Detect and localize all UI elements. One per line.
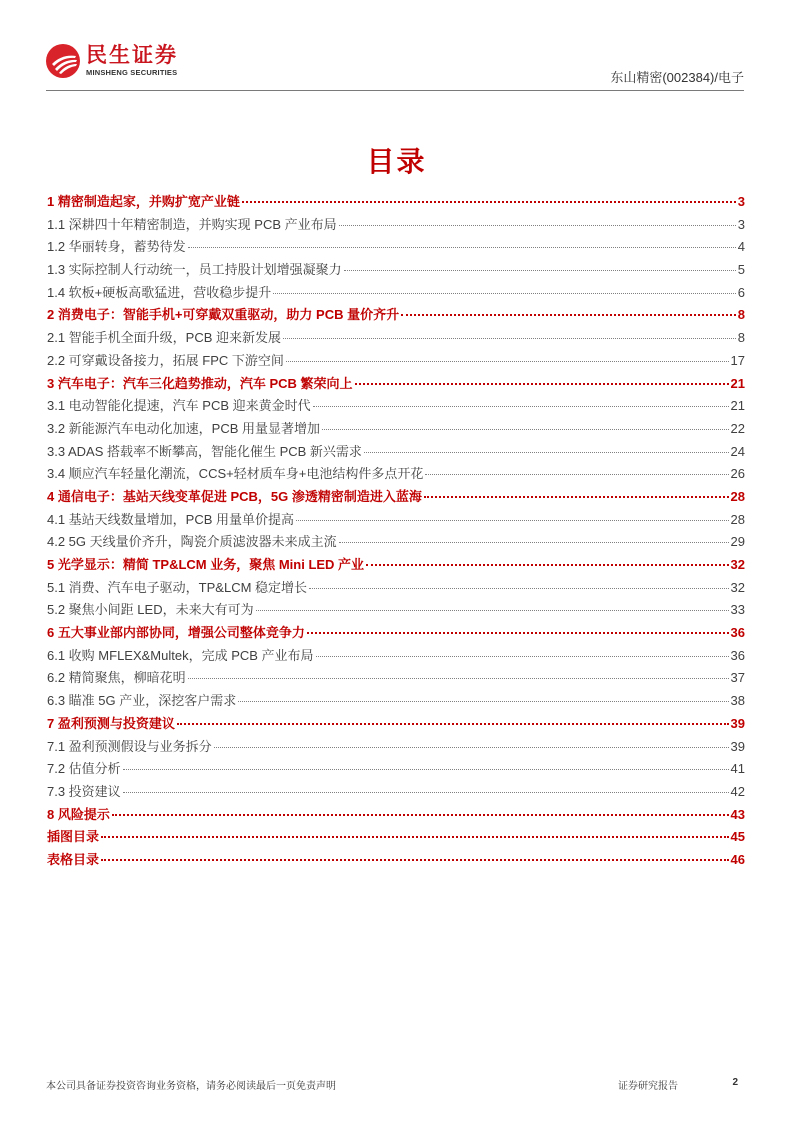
toc-entry[interactable] xyxy=(47,441,745,464)
toc-entry-page: 5 xyxy=(737,262,745,278)
dot-leader xyxy=(339,225,736,226)
toc-entry[interactable] xyxy=(47,304,745,327)
dot-leader xyxy=(296,520,729,521)
toc-entry-page: 21 xyxy=(730,398,745,414)
dot-leader xyxy=(366,564,728,566)
toc-entry-label: 1.2 华丽转身，蓄势待发 xyxy=(47,239,186,255)
toc-entry[interactable] xyxy=(47,804,745,827)
report-subject: 东山精密(002384)/电子 xyxy=(610,70,744,85)
toc-entry-label: 6.3 瞄准 5G 产业，深挖客户需求 xyxy=(47,693,237,709)
toc-entry-label: 3.2 新能源汽车电动化加速，PCB 用量显著增加 xyxy=(47,420,321,436)
dot-leader xyxy=(309,588,729,589)
toc-entry-label: 1.4 软板+硬板高歌猛进，营收稳步提升 xyxy=(47,284,272,300)
toc-entry-label: 7.2 估值分析 xyxy=(47,761,121,777)
page-header xyxy=(0,0,793,95)
toc-entry-label: 7.3 投资建议 xyxy=(47,783,121,799)
toc-entry-page: 37 xyxy=(730,670,745,686)
toc-entry[interactable] xyxy=(47,509,745,532)
toc-entry-page: 39 xyxy=(730,715,745,731)
toc-entry[interactable] xyxy=(47,599,745,622)
dot-leader xyxy=(322,429,729,430)
toc-entry-page: 43 xyxy=(730,806,745,822)
toc-entry[interactable] xyxy=(47,259,745,282)
toc-entry[interactable] xyxy=(47,690,745,713)
toc-entry-label: 3.3 ADAS 搭载率不断攀高，智能化催生 PCB 新兴需求 xyxy=(47,443,362,459)
toc-entry-label: 3.1 电动智能化提速，汽车 PCB 迎来黄金时代 xyxy=(47,398,311,414)
dot-leader xyxy=(286,361,729,362)
dot-leader xyxy=(283,338,736,339)
dot-leader xyxy=(313,406,729,407)
toc-entry-label: 1.3 实际控制人行动统一，员工持股计划增强凝聚力 xyxy=(47,262,342,278)
page-title: 目录 xyxy=(366,146,427,177)
company-logo xyxy=(46,44,178,78)
logo-name-cn: 民生证券 xyxy=(86,43,178,67)
toc-entry-label: 5 光学显示：精简 TP&LCM 业务，聚焦 Mini LED 产业 xyxy=(47,557,365,572)
page-number: 2 xyxy=(732,1077,738,1088)
toc-entry-page: 29 xyxy=(730,534,745,550)
toc-entry[interactable] xyxy=(47,713,745,736)
toc-entry-page: 45 xyxy=(730,829,745,845)
dot-leader xyxy=(401,314,736,316)
toc-entry-label: 插图目录 xyxy=(47,829,100,845)
toc-entry-page: 38 xyxy=(730,693,745,709)
dot-leader xyxy=(101,859,729,861)
toc-entry-page: 22 xyxy=(730,420,745,436)
toc-entry-page: 8 xyxy=(737,330,745,346)
dot-leader xyxy=(256,610,729,611)
toc-entry-page: 46 xyxy=(730,851,745,867)
toc-entry-label: 1 精密制造起家，并购扩宽产业链 xyxy=(47,194,240,209)
toc-entry-page: 28 xyxy=(730,511,745,527)
toc-entry-page: 3 xyxy=(737,194,745,209)
toc-entry[interactable] xyxy=(47,645,745,668)
toc-entry[interactable] xyxy=(47,667,745,690)
toc-entry[interactable] xyxy=(47,577,745,600)
toc-entry[interactable] xyxy=(47,736,745,759)
toc-entry[interactable] xyxy=(47,373,745,396)
toc-entry-label: 4.1 基站天线数量增加，PCB 用量单价提高 xyxy=(47,511,295,527)
minsheng-logo-icon xyxy=(46,44,80,78)
toc-entry-label: 2.1 智能手机全面升级，PCB 迎来新发展 xyxy=(47,330,282,346)
toc-entry[interactable] xyxy=(47,622,745,645)
toc-entry-label: 8 风险提示 xyxy=(47,806,110,822)
toc-entry-label: 1.1 深耕四十年精密制造，并购实现 PCB 产业布局 xyxy=(47,216,337,232)
dot-leader xyxy=(425,474,728,475)
toc-entry-page: 33 xyxy=(730,602,745,618)
dot-leader xyxy=(424,496,729,498)
toc-entry-label: 4.2 5G 天线量价齐升，陶瓷介质滤波器未来成主流 xyxy=(47,534,337,550)
toc-entry-page: 41 xyxy=(730,761,745,777)
dot-leader xyxy=(123,792,729,793)
toc-entry-page: 32 xyxy=(730,557,745,572)
toc-entry-page: 36 xyxy=(730,647,745,663)
toc-entry-label: 4 通信电子：基站天线变革促进 PCB，5G 渗透精密制造进入蓝海 xyxy=(47,488,422,504)
toc-entry-label: 2.2 可穿戴设备接力，拓展 FPC 下游空间 xyxy=(47,352,284,368)
toc-entry[interactable] xyxy=(47,395,745,418)
dot-leader xyxy=(273,293,735,294)
toc-entry[interactable] xyxy=(47,191,745,214)
toc-entry[interactable] xyxy=(47,758,745,781)
toc-entry-label: 2 消费电子：智能手机+可穿戴双重驱动，助力 PCB 量价齐升 xyxy=(47,307,400,323)
toc-entry-label: 3 汽车电子：汽车三化趋势推动，汽车 PCB 繁荣向上 xyxy=(47,375,353,391)
toc-entry[interactable] xyxy=(47,826,745,849)
toc-entry-page: 28 xyxy=(730,488,745,504)
toc-entry-label: 6.1 收购 MFLEX&Multek，完成 PCB 产业布局 xyxy=(47,647,314,663)
dot-leader xyxy=(316,656,729,657)
toc-entry-label: 3.4 顺应汽车轻量化潮流，CCS+轻材质车身+电池结构件多点开花 xyxy=(47,466,424,482)
dot-leader xyxy=(214,747,729,748)
toc-entry-page: 42 xyxy=(730,783,745,799)
toc-entry-page: 26 xyxy=(730,466,745,482)
toc-entry-label: 7.1 盈利预测假设与业务拆分 xyxy=(47,738,212,754)
toc-entry-page: 17 xyxy=(730,352,745,368)
toc-entry[interactable] xyxy=(47,531,745,554)
report-type: 证券研究报告 xyxy=(618,1081,678,1092)
toc-entry[interactable] xyxy=(47,463,745,486)
toc-entry[interactable] xyxy=(47,554,745,577)
table-of-contents xyxy=(47,191,745,872)
toc-entry[interactable] xyxy=(47,781,745,804)
logo-name-en: MINSHENG SECURITIES xyxy=(86,67,178,77)
toc-entry-page: 32 xyxy=(730,579,745,595)
dot-leader xyxy=(344,270,736,271)
toc-entry-page: 4 xyxy=(737,239,745,255)
disclaimer-text: 本公司具备证券投资咨询业务资格，请务必阅读最后一页免责声明 xyxy=(46,1081,336,1092)
dot-leader xyxy=(339,542,729,543)
toc-entry[interactable] xyxy=(47,418,745,441)
dot-leader xyxy=(101,836,729,838)
dot-leader xyxy=(177,723,729,725)
dot-leader xyxy=(123,769,729,770)
dot-leader xyxy=(307,632,729,634)
toc-entry[interactable] xyxy=(47,214,745,237)
toc-entry-page: 6 xyxy=(737,284,745,300)
dot-leader xyxy=(355,383,729,385)
toc-entry[interactable] xyxy=(47,486,745,509)
toc-entry-page: 3 xyxy=(737,216,745,232)
toc-entry[interactable] xyxy=(47,236,745,259)
toc-entry-label: 6 五大事业部内部协同，增强公司整体竞争力 xyxy=(47,625,305,641)
toc-entry-label: 6.2 精简聚焦，柳暗花明 xyxy=(47,670,186,686)
toc-entry[interactable] xyxy=(47,849,745,872)
toc-entry-page: 24 xyxy=(730,443,745,459)
dot-leader xyxy=(188,247,736,248)
toc-entry-label: 5.1 消费、汽车电子驱动，TP&LCM 稳定增长 xyxy=(47,579,308,595)
dot-leader xyxy=(112,814,729,816)
dot-leader xyxy=(188,678,729,679)
dot-leader xyxy=(238,701,728,702)
toc-entry[interactable] xyxy=(47,350,745,373)
toc-entry[interactable] xyxy=(47,282,745,305)
toc-entry[interactable] xyxy=(47,327,745,350)
toc-entry-page: 21 xyxy=(730,375,745,391)
toc-entry-page: 36 xyxy=(730,625,745,641)
toc-entry-label: 5.2 聚焦小间距 LED，未来大有可为 xyxy=(47,602,254,618)
dot-leader xyxy=(242,201,736,203)
toc-entry-label: 7 盈利预测与投资建议 xyxy=(47,715,175,731)
header-divider xyxy=(46,90,744,91)
toc-entry-page: 39 xyxy=(730,738,745,754)
dot-leader xyxy=(364,452,729,453)
toc-entry-page: 8 xyxy=(737,307,745,323)
toc-entry-label: 表格目录 xyxy=(47,851,100,867)
